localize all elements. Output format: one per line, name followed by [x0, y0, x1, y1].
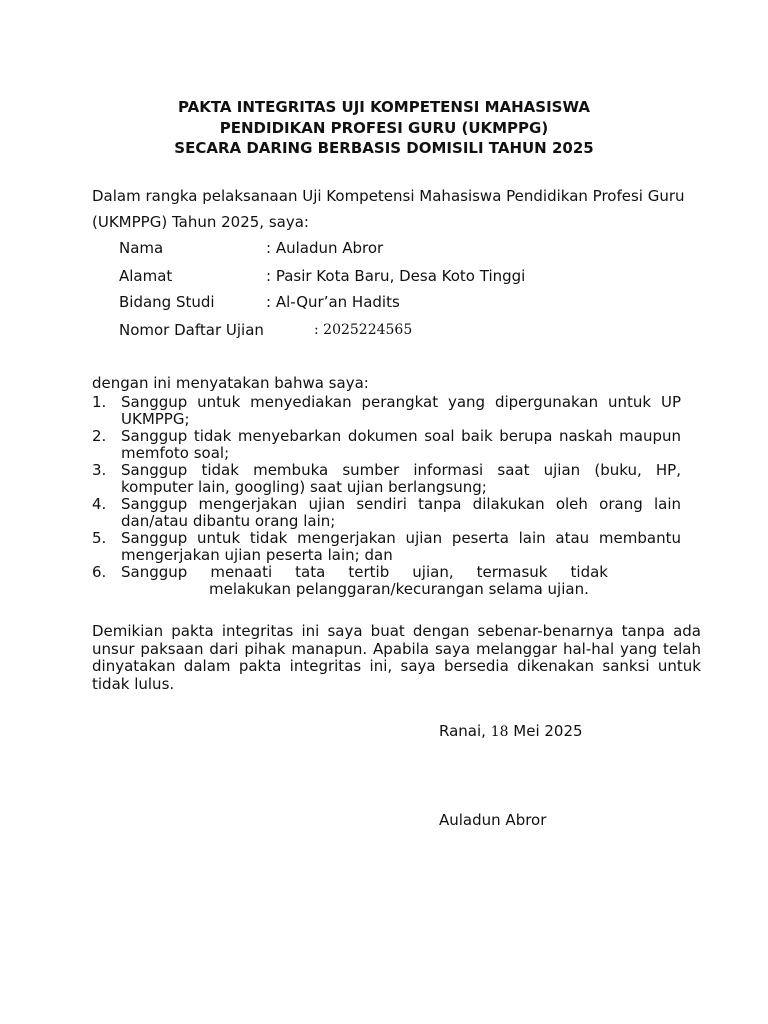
- list-item: [92, 428, 681, 462]
- list-item-text: Sanggup mengerjakan ujian sendiri tanpa dilakukan oleh orang lain dan/atau dibantu orang lain;: [121, 495, 681, 530]
- list-item-text-line-1: [121, 564, 608, 581]
- list-item-text: Sanggup tidak menyebarkan dokumen soal baik berupa naskah maupun memfoto soal;: [121, 427, 681, 462]
- document-title-line-2: PENDIDIKAN PROFESI GURU (UKMPPG): [219, 119, 549, 137]
- closing-paragraph: Demikian pakta integritas ini saya buat dengan sebenar-benarnya tanpa ada unsur paksaan dari pihak manapun. Apabila saya melanggar hal-hal yang telah dinyatakan dalam pakta integritas ini, saya bersedia dikenakan sanksi untuk tidak lulus.: [92, 622, 701, 693]
- field-value: : 2025224565: [314, 322, 413, 338]
- list-item: [92, 530, 681, 564]
- intro-text-line-2: (UKMPPG) Tahun 2025, saya:: [92, 213, 309, 231]
- word: termasuk: [476, 563, 548, 581]
- word: menaati: [210, 563, 273, 581]
- list-item-text: Sanggup tidak membuka sumber informasi saat ujian (buku, HP, komputer lain, googling) saat ujian berlangsung;: [121, 461, 681, 496]
- field-label: Nama: [119, 239, 164, 257]
- date-month-year: Mei 2025: [508, 722, 583, 740]
- list-item: [92, 496, 681, 530]
- word: tata: [295, 563, 326, 581]
- place: Ranai,: [439, 722, 491, 740]
- date-day: 18: [490, 724, 509, 740]
- list-item-number: 5.: [92, 529, 107, 547]
- field-value: : Pasir Kota Baru, Desa Koto Tinggi: [266, 267, 526, 285]
- word: tertib: [348, 563, 390, 581]
- document-title-line-3: SECARA DARING BERBASIS DOMISILI TAHUN 2025: [174, 139, 594, 157]
- word: ujian,: [412, 563, 454, 581]
- list-item-number: 2.: [92, 427, 107, 445]
- word: tidak: [570, 563, 608, 581]
- place-date: [439, 721, 583, 742]
- field-label: Alamat: [119, 267, 173, 285]
- list-item-number: 1.: [92, 393, 107, 411]
- list-item-text: Sanggup untuk tidak mengerjakan ujian peserta lain atau membantu mengerjakan ujian peserta lain; dan: [121, 529, 681, 564]
- field-label: Bidang Studi: [119, 293, 215, 311]
- list-item-text: Sanggup untuk menyediakan perangkat yang dipergunakan untuk UP UKMPPG;: [121, 393, 681, 428]
- list-item-number: 3.: [92, 461, 107, 479]
- field-value: : Al-Qur’an Hadits: [266, 293, 400, 311]
- word: Sanggup: [121, 563, 188, 581]
- list-item: [92, 564, 681, 598]
- field-label: Nomor Daftar Ujian: [119, 321, 264, 339]
- list-item-number: 4.: [92, 495, 107, 513]
- intro-text-line-1: Dalam rangka pelaksanaan Uji Kompetensi Mahasiswa Pendidikan Profesi Guru: [92, 187, 685, 205]
- signer-name: Auladun Abror: [439, 811, 547, 829]
- list-item: [92, 462, 681, 496]
- list-item-number: 6.: [92, 563, 107, 581]
- declaration-list: [92, 394, 702, 598]
- declaration-intro: dengan ini menyatakan bahwa saya:: [92, 374, 369, 392]
- list-item-text-line-2: melakukan pelanggaran/kecurangan selama ujian.: [209, 580, 589, 598]
- field-value: : Auladun Abror: [266, 239, 384, 257]
- document-title-line-1: PAKTA INTEGRITAS UJI KOMPETENSI MAHASISWA: [178, 98, 590, 116]
- list-item: [92, 394, 681, 428]
